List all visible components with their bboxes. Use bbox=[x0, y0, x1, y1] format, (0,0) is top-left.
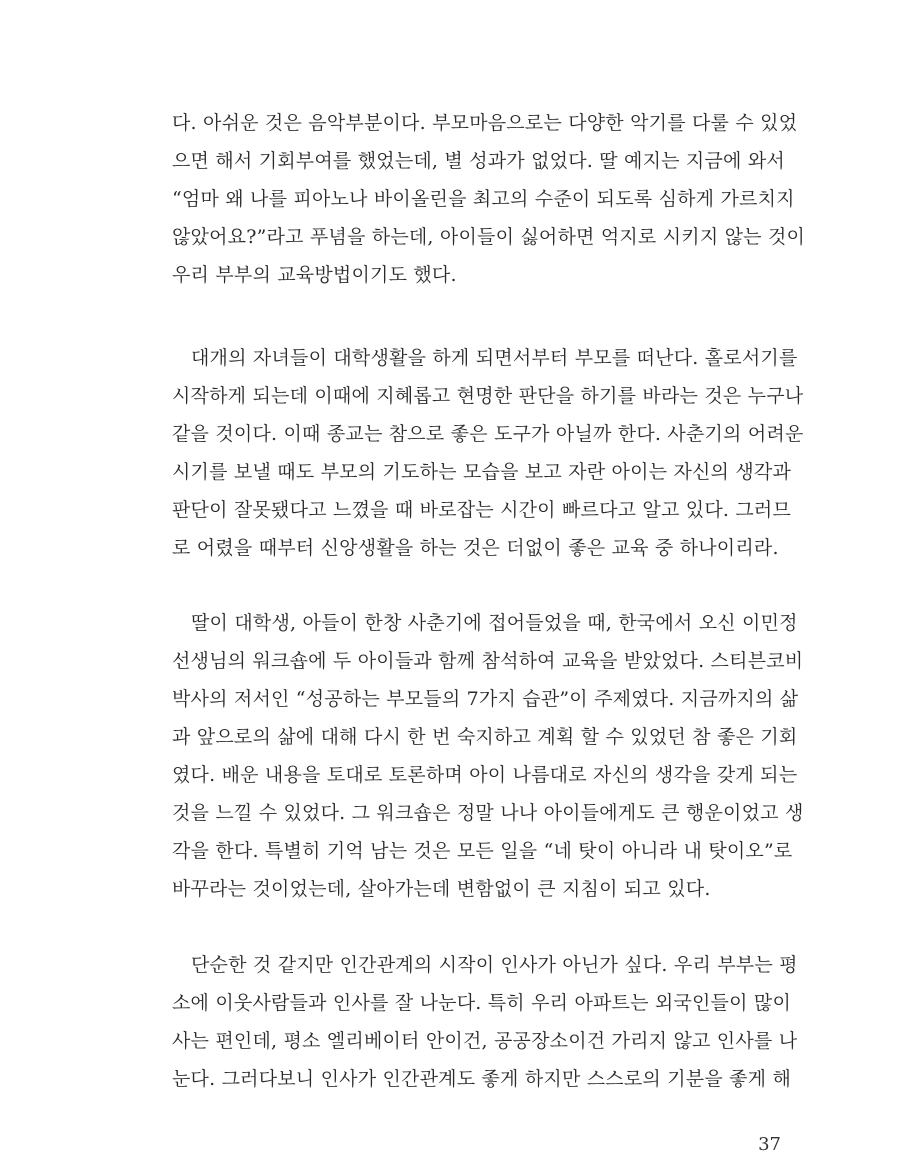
text-line: 으면 해서 기회부여를 했었는데, 별 성과가 없었다. 딸 예지는 지금에 와서 bbox=[172, 150, 785, 172]
text-line: “엄마 왜 나를 피아노나 바이올린을 최고의 수준이 되도록 심하게 가르치지 bbox=[172, 188, 795, 210]
text-line: 시작하게 되는데 이때에 지혜롭고 현명한 판단을 하기를 바라는 것은 누구나 bbox=[172, 385, 804, 407]
text-line: 다. 아쉬운 것은 음악부분이다. 부모마음으로는 다양한 악기를 다룰 수 있었 bbox=[172, 112, 798, 134]
text-line: 였다. 배운 내용을 토대로 토론하며 아이 나름대로 자신의 생각을 갖게 되는 bbox=[172, 764, 798, 786]
text-line: 우리 부부의 교육방법이기도 했다. bbox=[172, 264, 457, 286]
page-number: 37 bbox=[758, 1134, 781, 1155]
text-line: 바꾸라는 것이었는데, 살아가는데 변함없이 큰 지침이 되고 있다. bbox=[172, 878, 711, 900]
text-line: 박사의 저서인 “성공하는 부모들의 7가지 습관”이 주제였다. 지금까지의 삶 bbox=[172, 688, 799, 710]
text-line: 대개의 자녀들이 대학생활을 하게 되면서부터 부모를 떠난다. 홀로서기를 bbox=[191, 347, 798, 369]
paragraph-4 bbox=[172, 946, 798, 1098]
text-line: 판단이 잘못됐다고 느꼈을 때 바로잡는 시간이 빠르다고 알고 있다. 그러므 bbox=[172, 499, 792, 521]
text-line: 소에 이웃사람들과 인사를 잘 나눈다. 특히 우리 아파트는 외국인들이 많이 bbox=[172, 992, 792, 1014]
paragraph-2 bbox=[172, 339, 804, 567]
paragraph-1 bbox=[172, 104, 806, 294]
text-line: 않았어요?”라고 푸념을 하는데, 아이들이 싫어하면 억지로 시키지 않는 것이 bbox=[172, 226, 806, 248]
text-line: 선생님의 워크숍에 두 아이들과 함께 참석하여 교육을 받았었다. 스티븐코비 bbox=[172, 650, 804, 672]
text-line: 각을 한다. 특별히 기억 남는 것은 모든 일을 “네 탓이 아니라 내 탓이오”로 bbox=[172, 840, 793, 862]
text-line: 눈다. 그러다보니 인사가 인간관계도 좋게 하지만 스스로의 기분을 좋게 해 bbox=[172, 1068, 792, 1090]
text-line: 로 어렸을 때부터 신앙생활을 하는 것은 더없이 좋은 교육 중 하나이리라. bbox=[172, 537, 779, 559]
text-line: 시기를 보낼 때도 부모의 기도하는 모습을 보고 자란 아이는 자신의 생각과 bbox=[172, 461, 792, 483]
text-line: 같을 것이다. 이때 종교는 참으로 좋은 도구가 아닐까 한다. 사춘기의 어려운 bbox=[172, 423, 804, 445]
text-line: 사는 편인데, 평소 엘리베이터 안이건, 공공장소이건 가리지 않고 인사를 나 bbox=[172, 1030, 798, 1052]
text-line: 딸이 대학생, 아들이 한창 사춘기에 접어들었을 때, 한국에서 오신 이민정 bbox=[191, 612, 798, 634]
text-line: 단순한 것 같지만 인간관계의 시작이 인사가 아닌가 싶다. 우리 부부는 평 bbox=[191, 954, 798, 976]
paragraph-3 bbox=[172, 604, 804, 908]
text-line: 것을 느낄 수 있었다. 그 워크숍은 정말 나나 아이들에게도 큰 행운이었고 생 bbox=[172, 802, 804, 824]
text-line: 과 앞으로의 삶에 대해 다시 한 번 숙지하고 계획 할 수 있었던 참 좋은 기회 bbox=[172, 726, 798, 748]
